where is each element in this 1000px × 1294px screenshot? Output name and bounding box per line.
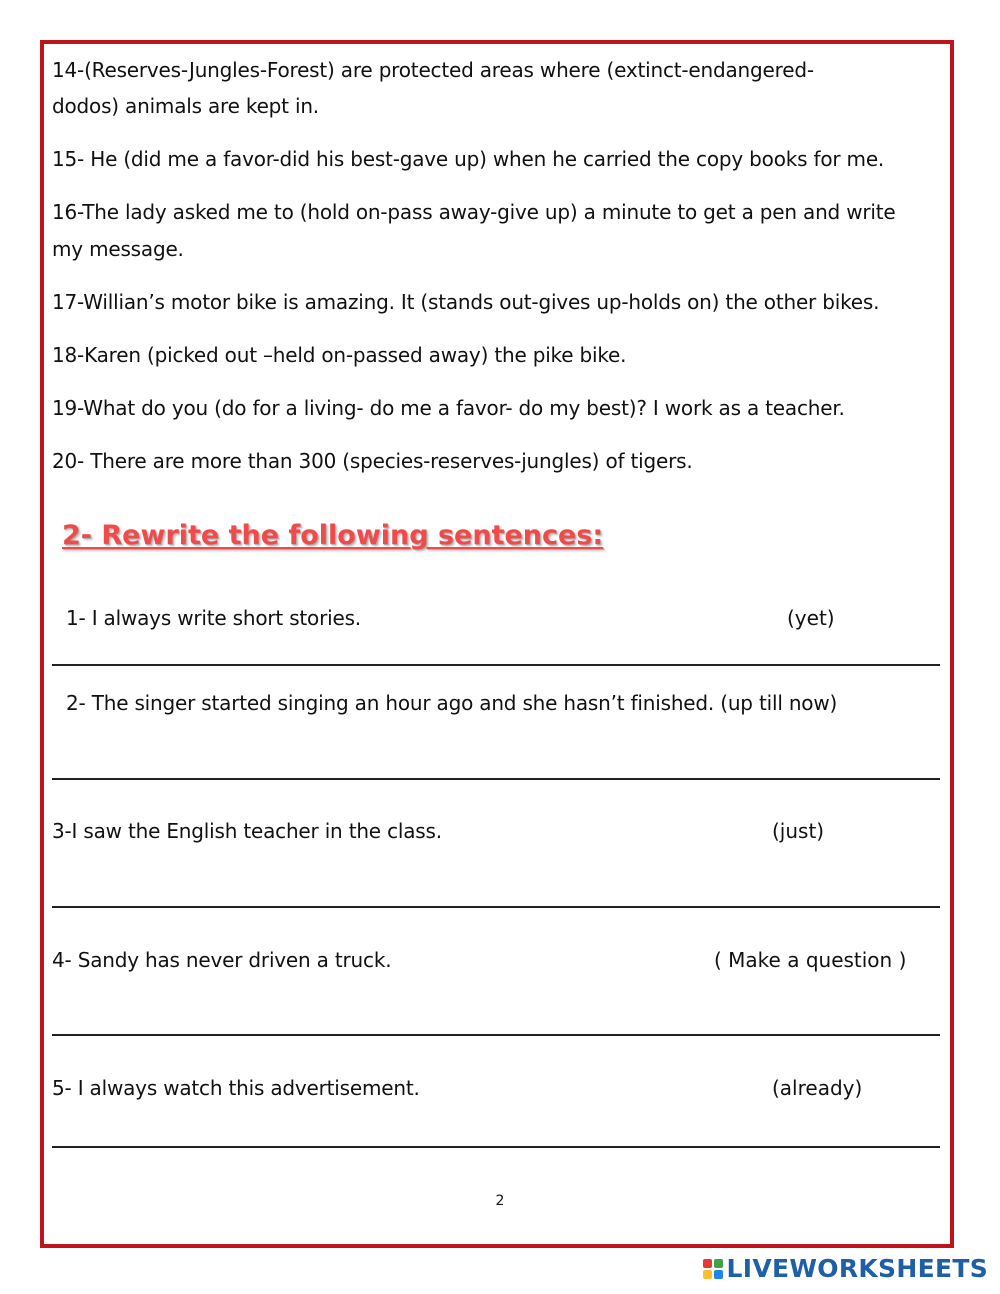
exercise-item-14-line-1: 14-(Reserves-Jungles-Forest) are protected areas where (extinct-endangered-	[52, 58, 814, 82]
exercise-item-20: 20- There are more than 300 (species-reserves-jungles) of tigers.	[52, 449, 693, 473]
exercise-item-15: 15- He (did me a favor-did his best-gave up) when he carried the copy books for me.	[52, 147, 885, 171]
logo-square-red	[703, 1259, 712, 1268]
exercise-item-14-line-2: dodos) animals are kept in.	[52, 94, 319, 118]
liveworksheets-logo[interactable]	[703, 1254, 988, 1283]
page-number: 2	[495, 1193, 505, 1209]
rewrite-sentence-4: 4- Sandy has never driven a truck.	[52, 948, 392, 972]
rewrite-sentence-1: 1- I always write short stories.	[66, 606, 361, 630]
logo-square-green	[714, 1259, 723, 1268]
logo-square-blue	[714, 1270, 723, 1279]
answer-line-1[interactable]	[52, 664, 940, 666]
rewrite-hint-1: (yet)	[787, 606, 835, 630]
brand-grid-icon	[703, 1259, 723, 1279]
exercise-item-19: 19-What do you (do for a living- do me a favor- do my best)? I work as a teacher.	[52, 396, 845, 420]
rewrite-hint-4: ( Make a question )	[714, 948, 907, 972]
exercise-item-17: 17-Willian’s motor bike is amazing. It (stands out-gives up-holds on) the other bikes.	[52, 290, 880, 314]
rewrite-sentence-3: 3-I saw the English teacher in the class.	[52, 819, 442, 843]
rewrite-hint-5: (already)	[772, 1076, 863, 1100]
rewrite-sentence-2: 2- The singer started singing an hour ago and she hasn’t finished. (up till now)	[66, 691, 838, 715]
rewrite-sentence-5: 5- I always watch this advertisement.	[52, 1076, 420, 1100]
answer-line-5[interactable]	[52, 1146, 940, 1148]
exercise-item-16-line-2: my message.	[52, 237, 184, 261]
answer-line-3[interactable]	[52, 906, 940, 908]
answer-line-4[interactable]	[52, 1034, 940, 1036]
exercise-item-16-line-1: 16-The lady asked me to (hold on-pass away-give up) a minute to get a pen and write	[52, 200, 896, 224]
logo-square-yellow	[703, 1270, 712, 1279]
section-heading: 2- Rewrite the following sentences:	[62, 520, 604, 551]
rewrite-hint-3: (just)	[772, 819, 825, 843]
brand-name: LIVEWORKSHEETS	[726, 1254, 988, 1283]
exercise-item-18: 18-Karen (picked out –held on-passed away) the pike bike.	[52, 343, 627, 367]
answer-line-2[interactable]	[52, 778, 940, 780]
